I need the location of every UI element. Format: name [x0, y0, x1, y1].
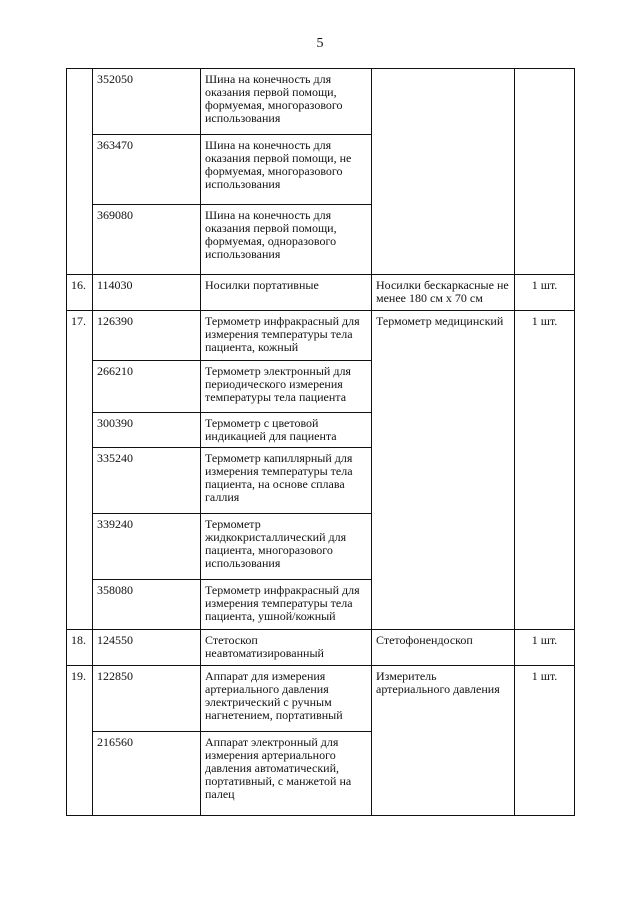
table-row	[67, 275, 575, 311]
product-code: 339240	[93, 514, 201, 580]
page-number: 5	[316, 36, 324, 51]
product-spec	[372, 69, 515, 275]
product-quantity: 1 шт.	[515, 311, 575, 630]
product-name: Носилки портативные	[201, 275, 372, 311]
product-name: Термометр капиллярный для измерения температуры тела пациента, на основе сплава галлия	[201, 448, 372, 514]
product-name: Аппарат электронный для измерения артериального давления автоматический, портативный, с манжетой на палец	[201, 732, 372, 816]
product-name: Термометр с цветовой индикацией для пациента	[201, 413, 372, 448]
row-number: 17.	[67, 311, 93, 630]
row-number: 19.	[67, 666, 93, 816]
product-spec: Измеритель артериального давления	[372, 666, 515, 816]
product-code: 114030	[93, 275, 201, 311]
table-row	[67, 666, 575, 732]
product-quantity	[515, 69, 575, 275]
product-name: Термометр инфракрасный для измерения температуры тела пациента, кожный	[201, 311, 372, 361]
product-code: 300390	[93, 413, 201, 448]
product-code: 122850	[93, 666, 201, 732]
equipment-table	[66, 68, 575, 816]
product-code: 363470	[93, 135, 201, 205]
product-spec: Стетофонендоскоп	[372, 630, 515, 666]
product-code: 266210	[93, 361, 201, 413]
table-row	[67, 69, 575, 135]
product-quantity: 1 шт.	[515, 666, 575, 816]
table-row	[67, 630, 575, 666]
product-name: Шина на конечность для оказания первой помощи, не формуемая, многоразового использования	[201, 135, 372, 205]
product-code: 369080	[93, 205, 201, 275]
product-name: Шина на конечность для оказания первой помощи, формуемая, многоразового использования	[201, 69, 372, 135]
product-name: Термометр электронный для периодического измерения температуры тела пациента	[201, 361, 372, 413]
row-number: 18.	[67, 630, 93, 666]
product-name: Термометр жидкокристаллический для пациента, многоразового использования	[201, 514, 372, 580]
product-code: 216560	[93, 732, 201, 816]
row-number	[67, 69, 93, 275]
product-name: Шина на конечность для оказания первой помощи, формуемая, одноразового использования	[201, 205, 372, 275]
product-code: 124550	[93, 630, 201, 666]
product-spec: Термометр медицинский	[372, 311, 515, 630]
product-code: 358080	[93, 580, 201, 630]
product-code: 335240	[93, 448, 201, 514]
row-number: 16.	[67, 275, 93, 311]
product-spec: Носилки бескаркасные не менее 180 см х 70 см	[372, 275, 515, 311]
product-name: Стетоскоп неавтоматизированный	[201, 630, 372, 666]
table-row	[67, 311, 575, 361]
product-name: Термометр инфракрасный для измерения температуры тела пациента, ушной/кожный	[201, 580, 372, 630]
product-code: 126390	[93, 311, 201, 361]
product-quantity: 1 шт.	[515, 630, 575, 666]
product-name: Аппарат для измерения артериального давления электрический с ручным нагнетением, портативный	[201, 666, 372, 732]
product-code: 352050	[93, 69, 201, 135]
product-quantity: 1 шт.	[515, 275, 575, 311]
